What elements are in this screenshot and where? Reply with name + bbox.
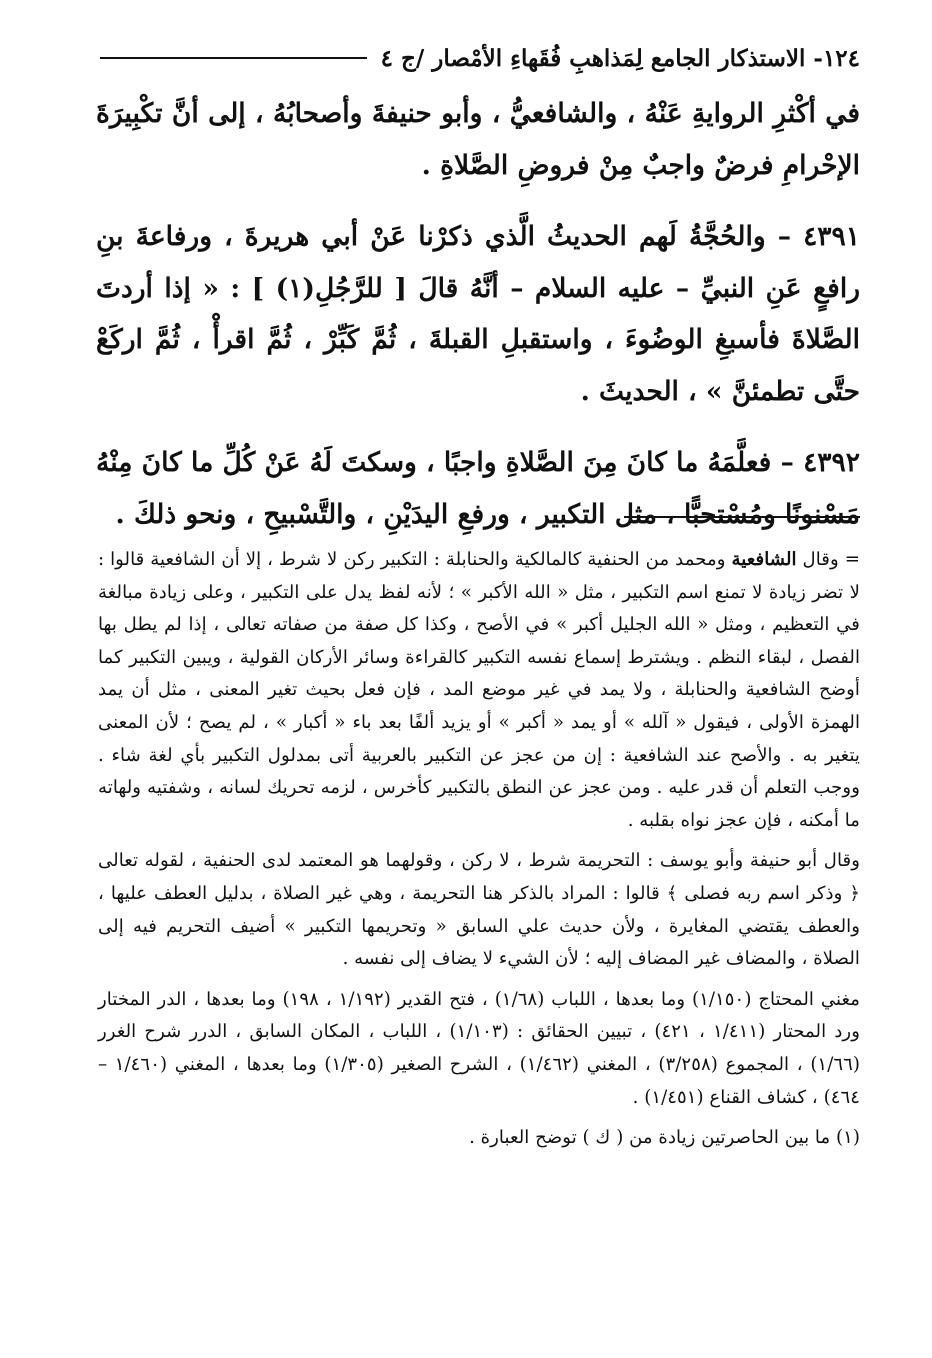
- page-header-title: ١٢٤- الاستذكار الجامع لِمَذاهبِ فُقَهاءِ الأمْصار /ج ٤: [380, 44, 860, 72]
- footnote-1: (١) ما بين الحاصرتين زيادة من ( ك ) توضح العبارة .: [469, 1127, 860, 1149]
- footnote-separator: [624, 516, 860, 518]
- running-header: [100, 38, 860, 78]
- footnote-bold-term: الشافعية: [731, 549, 797, 570]
- paragraph-4392: ٤٣٩٢ – فعلَّمَهُ ما كانَ مِنَ الصَّلاةِ واجبًا ، وسكتَ لَهُ عَنْ كُلِّ ما كانَ مِنْهُ مَسْنونًا ومُسْتحبًّا ، مثل التكبير ، ورفعِ اليدَيْنِ ، والتَّسْبيحِ ، ونحو ذلكَ .: [96, 447, 860, 530]
- footnotes: [98, 544, 860, 1155]
- footnote-hanafi: وقال أبو حنيفة وأبو يوسف : التحريمة شرط ، لا ركن ، وقولهما هو المعتمد لدى الحنفية ، لقوله تعالى ﴿ وذكر اسم ربه فصلى ﴾ قالوا : المراد بالذكر هنا التحريمة ، وهي غير الصلاة ، بدليل العطف عليها ، والعطف يقتضي المغايرة ، ولأن حديث علي السابق « وتحريمها التكبير » أضيف التحريم فيه إلى الصلاة ، والمضاف غير المضاف إليه ؛ لأن الشيء لا يضاف إلى نفسه .: [98, 850, 860, 970]
- paragraph-4391: ٤٣٩١ – والحُجَّةُ لَهم الحديثُ الَّذي ذكرْنا عَنْ أبي هريرةَ ، ورفاعةَ بنِ رافعٍ عَنِ النبيِّ – عليه السلام – أنَّهُ قالَ [ للرَّجُلِ(١) ] : « إذا أردتَ الصَّلاةَ فأسبغِ الوضُوءَ ، واستقبلِ القبلةَ ، ثُمَّ كَبِّرْ ، ثُمَّ اقرأْ ، ثُمَّ اركَعْ حتَّى تطمئنَّ » ، الحديثَ .: [96, 221, 860, 407]
- footnote-references: مغني المحتاج (١/١٥٠) وما بعدها ، اللباب (١/٦٨) ، فتح القدير (١/١٩٢ ، ١٩٨) وما بعدها ، الدر المختار ورد المحتار (١/٤١١ ، ٤٢١) ، تبيين الحقائق : (١/١٠٣) ، اللباب ، المكان السابق ، الدرر شرح الغرر (١/٦٦) ، المجموع (٣/٢٥٨) ، المغني (١/٤٦٢) ، الشرح الصغير (١/٣٠٥) وما بعدها ، المغني (١/٤٦٠ – ٤٦٤) ، كشاف القناع (١/٤٥١) .: [98, 988, 860, 1108]
- footnote-continued-lead: = وقال: [796, 549, 860, 570]
- footnote-continued: [98, 544, 860, 837]
- paragraph-intro: في أكْثرِ الروايةِ عَنْهُ ، والشافعيُّ ، وأبو حنيفةَ وأصحابُهُ ، إلى أنَّ تكْبِيرَةَ الإحْرامِ فرضٌ واجبٌ مِنْ فروضِ الصَّلاةِ .: [96, 98, 860, 181]
- footnote-continued-rest: ومحمد من الحنفية كالمالكية والحنابلة : التكبير ركن لا شرط ، إلا أن الشافعية قالوا : لا تضر زيادة لا تمنع اسم التكبير ، مثل « الله الأكبر » ؛ لأنه لفظ يدل على التكبير ، وعلى زيادة مبالغة في التعظيم ، ومثل « الله الجليل أكبر » في الأصح ، وكذا كل صفة من صفاته تعالى ، إذا لم يطل بها الفصل ، لبقاء النظم . ويشترط إسماع نفسه التكبير كالقراءة وسائر الأركان القولية ، ويبين التكبير كما أوضح الشافعية والحنابلة ، ولا يمد في غير موضع المد ، فإن فعل بحيث تغير المعنى ، مثل أن يمد الهمزة الأولى ، فيقول « آلله » أو يمد « أكبر » أو يزيد ألفًا بعد باء « أكبار » ، لم يصح ؛ لأن المعنى يتغير به . والأصح عند الشافعية : إن من عجز عن التكبير بالعربية أتى بمدلول التكبير بأي لغة شاء . ووجب التعلم أن قدر عليه . ومن عجز عن النطق بالتكبير كأخرس ، لزمه تحريك لسانه ، وشفتيه ولهاته ما أمكنه ، فإن عجز نواه بقلبه .: [98, 549, 860, 831]
- main-text: [96, 88, 860, 540]
- header-rule: [100, 57, 367, 59]
